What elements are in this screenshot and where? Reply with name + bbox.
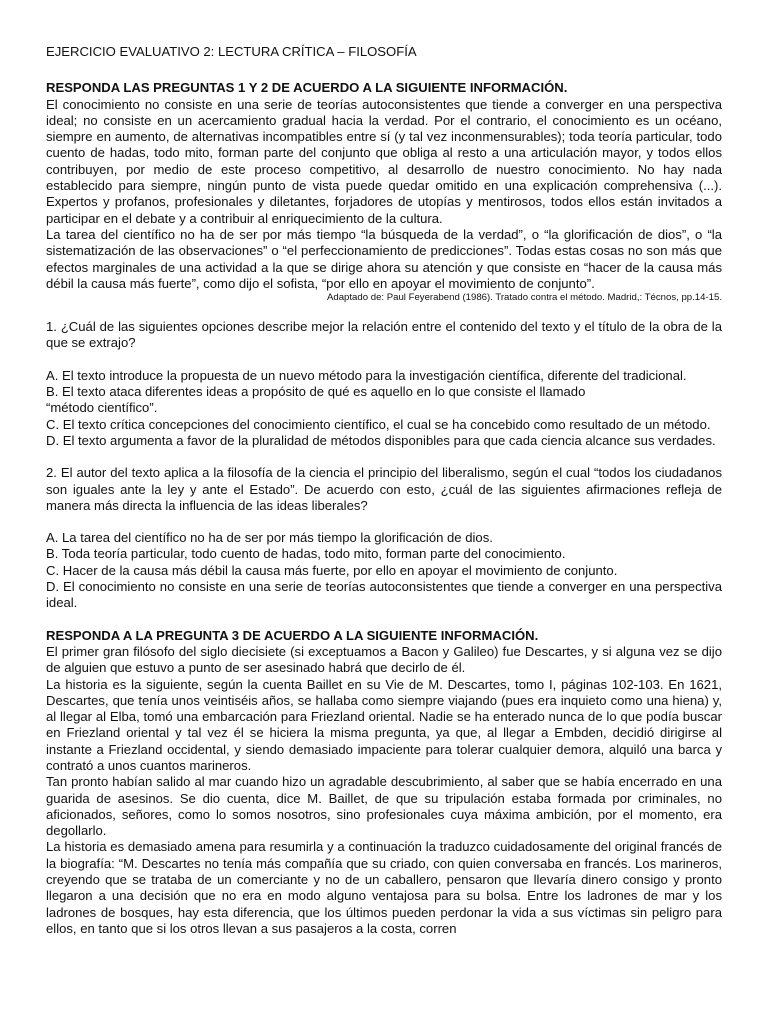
question-2: 2. El autor del texto aplica a la filosofía de la ciencia el principio del liberalismo, según el cual “todos los ciudadanos son iguales ante la ley y ante el Estado”. De acuerdo con esto, ¿cuál de las siguientes afirmaciones refleja de manera más directa la influencia de las ideas liberales? (46, 465, 722, 513)
option-a: A. La tarea del científico no ha de ser por más tiempo la glorificación de dios. (46, 530, 493, 546)
section2-paragraph: Tan pronto habían salido al mar cuando hizo un agradable descubrimiento, al saber que se había encerrado en una guarida de asesinos. Se dio cuenta, dice M. Baillet, de que su tripulación estaba formada por criminales, no aficionados, señores, como lo somos nosotros, sino profesionales cuya máxima ambición, por el momento, era degollarlo. (46, 774, 722, 839)
question-2-options (46, 530, 722, 611)
option-b: B. El texto ataca diferentes ideas a propósito de qué es aquello en lo que consiste el llamado (46, 384, 586, 400)
option-a: A. El texto introduce la propuesta de un nuevo método para la investigación científica, diferente del tradicional. (46, 367, 687, 383)
option-d: D. El texto argumenta a favor de la pluralidad de métodos disponibles para que cada ciencia alcance sus verdades. (46, 432, 716, 448)
option-c: C. El texto crítica concepciones del conocimiento científico, el cual se ha concebido como resultado de un método. (46, 416, 711, 432)
question-1: 1. ¿Cuál de las siguientes opciones describe mejor la relación entre el contenido del texto y el título de la obra de la que se extrajo? (46, 319, 722, 351)
source-citation: Adaptado de: Paul Feyerabend (1986). Tratado contra el método. Madrid,: Técnos, pp.14-15. (326, 292, 722, 304)
option-b-continued: “método científico”. (46, 400, 158, 416)
section2-paragraph: La historia es la siguiente, según la cuenta Baillet en su Vie de M. Descartes, tomo I, páginas 102-103. En 1621, Descartes, que tenía unos veintiséis años, se hallaba como siempre viajando (pues era inquieto como una hiena) y, al llegar al Elba, tomó una embarcación para Friezland oriental. Nadie se ha enterado nunca de lo que podía buscar en Friezland oriental y tal vez él se hiciera la misma pregunta, ya que, al llegar a Embden, decidió dirigirse al instante a Friezland occidental, y siendo demasiado impaciente para tolerar cualquier demora, alquiló una barca y contrató a unos cuantos marineros. (46, 676, 722, 773)
option-b: B. Toda teoría particular, todo cuento de hadas, todo mito, forman parte del conocimiento. (46, 546, 566, 562)
section2-paragraph: El primer gran filósofo del siglo diecisiete (si exceptuamos a Bacon y Galileo) fue Descartes, y si alguna vez se dijo de alguien que estuvo a punto de ser asesinado habrá que decirlo de él. (46, 643, 722, 676)
section1-heading: RESPONDA LAS PREGUNTAS 1 Y 2 DE ACUERDO A LA SIGUIENTE INFORMACIÓN. (46, 80, 568, 96)
question-1-options (46, 368, 722, 449)
option-c: C. Hacer de la causa más débil la causa más fuerte, por ello en apoyar el movimiento de conjunto. (46, 562, 618, 578)
section1-paragraph: El conocimiento no consiste en una serie de teorías autoconsistentes que tiende a converger en una perspectiva ideal; no consiste en un acercamiento gradual hacia la verdad. Por el contrario, el conocimiento es un océano, siempre en aumento, de alternativas incompatibles entre sí (y tal vez inconmensurables); toda teoría particular, todo cuento de hadas, todo mito, forman parte del conjunto que obliga al resto a una articulación mayor, y todos ellos contribuyen, por medio de este proceso competitivo, al desarrollo de nuestro conocimiento. No hay nada establecido para siempre, ningún punto de vista puede quedar omitido en una explicación comprehensiva (...). Expertos y profanos, profesionales y diletantes, forjadores de utopías y mentirosos, todos ellos están invitados a participar en el debate y a contribuir al enriquecimiento de la cultura. (46, 96, 722, 226)
option-d: D. El conocimiento no consiste en una serie de teorías autoconsistentes que tiende a converger en una perspectiva ideal. (46, 579, 722, 611)
section1-paragraph: La tarea del científico no ha de ser por más tiempo “la búsqueda de la verdad”, o “la glorificación de dios”, o “la sistematización de las observaciones” o “el perfeccionamiento de predicciones”. Todas estas cosas no son más que efectos marginales de una actividad a la que se dirige ahora su atención y que consiste en “hacer de la causa más débil la causa más fuerte”, como dijo el sofista, “por ello en apoyar el movimiento de conjunto”. (46, 226, 722, 291)
document-title: EJERCICIO EVALUATIVO 2: LECTURA CRÍTICA – FILOSOFÍA (46, 44, 417, 59)
section2-paragraph: La historia es demasiado amena para resumirla y a continuación la traduzco cuidadosamente del original francés de la biografía: “M. Descartes no tenía más compañía que su criado, con quien conversaba en francés. Los marineros, creyendo que se trataba de un comerciante y no de un caballero, pensaron que llevaría dinero consigo y pronto llegaron a una decisión que no era en modo alguno ventajosa para su bolsa. Entre los ladrones de mar y los ladrones de bosques, hay esta diferencia, que los últimos pueden perdonar la vida a sus víctimas sin peligro para ellos, en tanto que si los otros llevan a sus pasajeros a la costa, corren (46, 839, 722, 936)
section2-heading: RESPONDA A LA PREGUNTA 3 DE ACUERDO A LA SIGUIENTE INFORMACIÓN. (46, 627, 539, 643)
